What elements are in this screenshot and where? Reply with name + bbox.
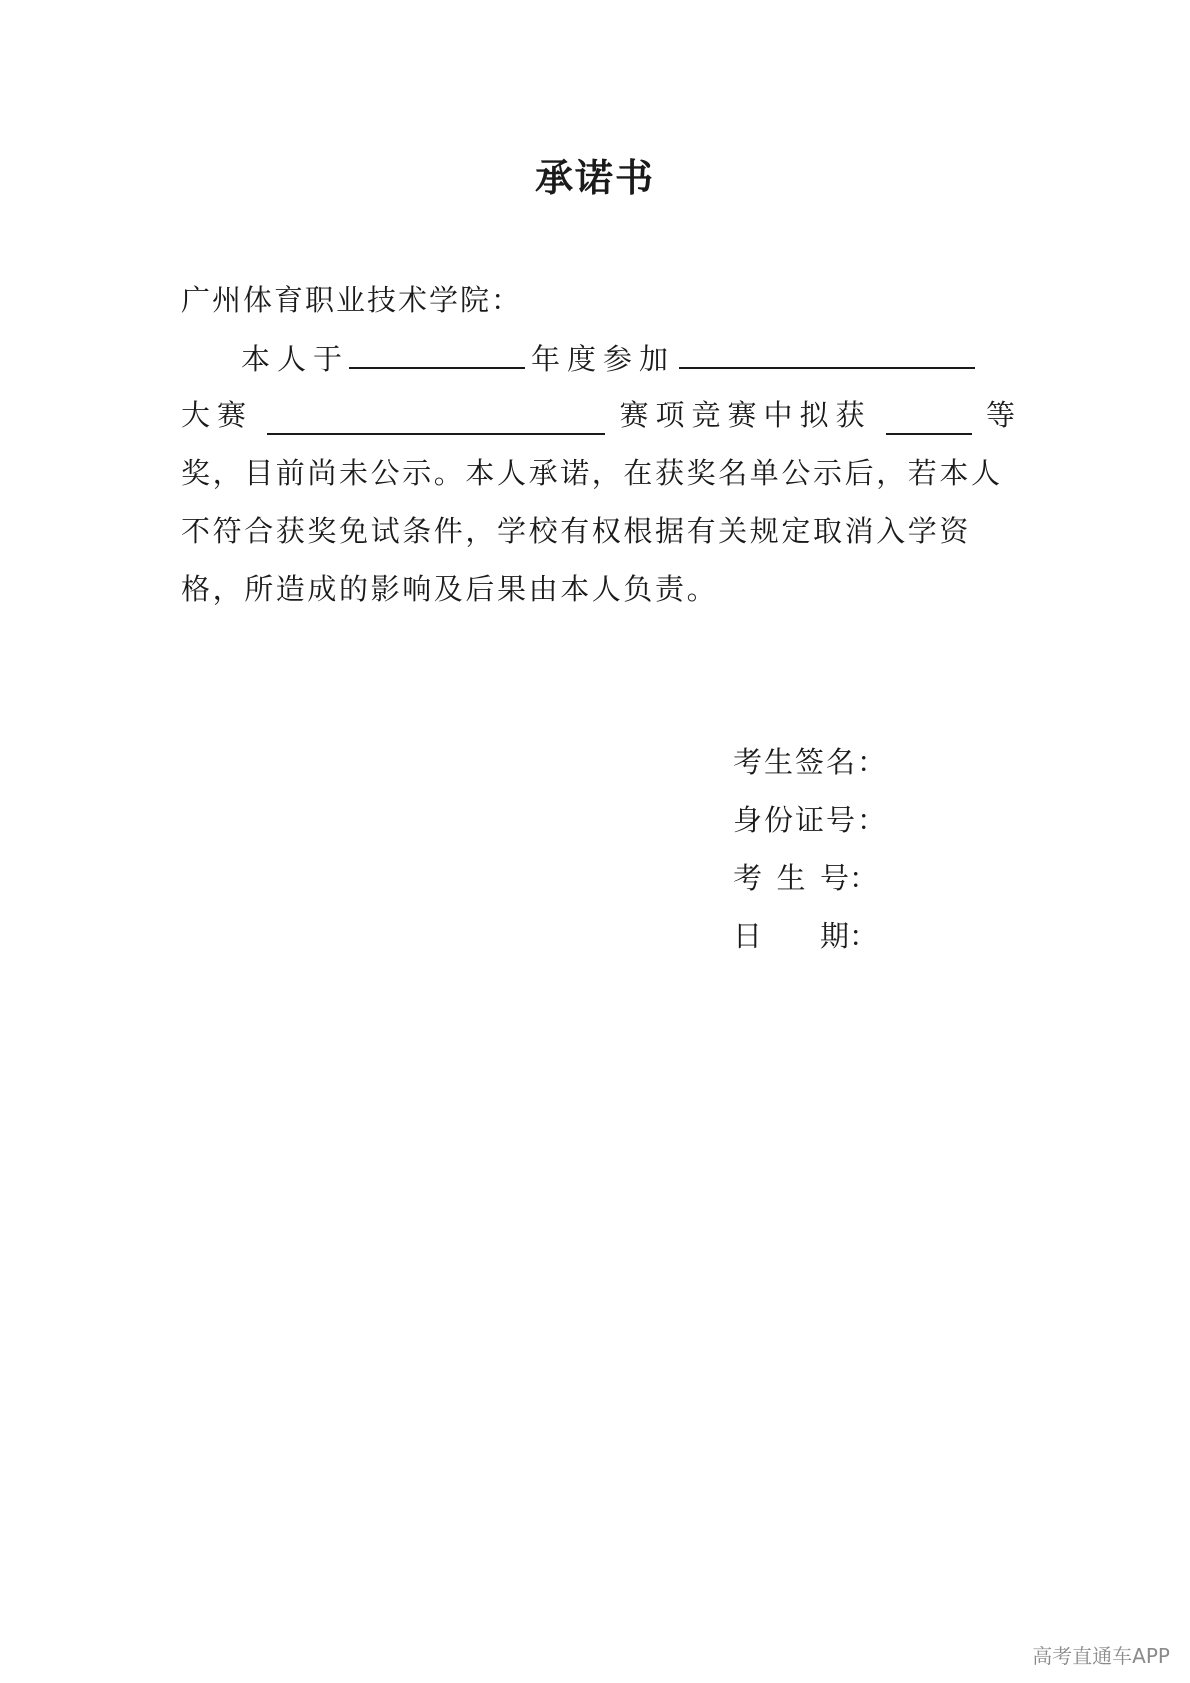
char-ri: 日 — [733, 919, 763, 953]
text-da-sai: 大赛 — [181, 398, 254, 432]
year-blank[interactable] — [349, 337, 525, 369]
addressee: 广州体育职业技术学院： — [181, 283, 523, 317]
paragraph-line-3: 奖，目前尚未公示。本人承诺，在获奖名单公示后，若本人 — [181, 456, 1003, 490]
char-qi: 期 — [819, 919, 849, 953]
paragraph-line-1 — [181, 337, 1015, 379]
competition-blank[interactable] — [679, 337, 975, 369]
watermark: 高考直通车APP — [1032, 1644, 1170, 1668]
event-blank[interactable] — [267, 403, 605, 435]
text-ben-ren-yu: 本人于 — [241, 342, 350, 376]
signature-name-label: 考生签名： — [733, 745, 889, 779]
award-level-blank[interactable] — [886, 403, 972, 435]
text-sai-xiang: 赛项竞赛中拟获 — [619, 398, 872, 432]
text-nian-du-can-jia: 年度参加 — [531, 342, 676, 376]
colon: ： — [849, 861, 879, 895]
text-deng: 等 — [985, 398, 1015, 432]
paragraph-line-4: 不符合获奖免试条件，学校有权根据有关规定取消入学资 — [181, 514, 972, 548]
signature-exam-number-label — [733, 858, 878, 898]
char-hao: 号 — [819, 861, 849, 895]
signature-id-label: 身份证号： — [733, 803, 889, 837]
document-title: 承诺书 — [534, 155, 655, 200]
paragraph-line-5: 格，所造成的影响及后果由本人负责。 — [181, 572, 719, 606]
signature-date-label — [733, 916, 878, 956]
paragraph-line-2 — [181, 395, 1015, 435]
char-kao: 考 — [733, 861, 763, 895]
colon: ： — [849, 919, 879, 953]
char-sheng: 生 — [776, 861, 806, 895]
